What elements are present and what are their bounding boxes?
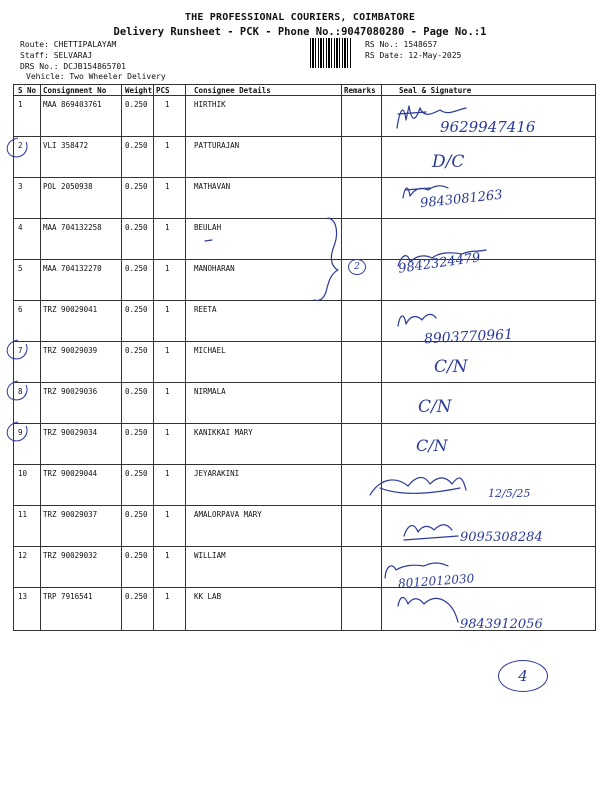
cell-consignee: MANOHARAN <box>194 264 235 273</box>
cell-consignment: MAA 704132258 <box>43 223 102 232</box>
cell-pcs: 1 <box>165 264 170 273</box>
cell-consignee: AMALORPAVA MARY <box>194 510 262 519</box>
phone-row-1: 9629947416 <box>440 118 536 136</box>
cell-pcs: 1 <box>165 428 170 437</box>
cell-consignee: REETA <box>194 305 217 314</box>
cell-pcs: 1 <box>165 510 170 519</box>
route-label: Route: CHETTIPALAYAM <box>20 40 117 49</box>
signature-row-11 <box>404 525 458 540</box>
cell-consignment: TRZ 90029039 <box>43 346 98 355</box>
signature-row-1 <box>397 106 466 128</box>
note-row-8: C/N <box>418 397 452 417</box>
phone-row-11: 9095308284 <box>460 530 543 545</box>
column-header: PCS <box>156 86 170 95</box>
cell-consignment: TRZ 90029032 <box>43 551 98 560</box>
cell-weight: 0.250 <box>125 428 148 437</box>
cell-consignment: TRZ 90029037 <box>43 510 98 519</box>
signature-row-13 <box>398 597 458 622</box>
column-header: Remarks <box>344 86 376 95</box>
cell-sno: 2 <box>18 141 23 150</box>
rs-number: RS No.: 1548657 <box>365 40 438 49</box>
cell-consignment: TRZ 90029036 <box>43 387 98 396</box>
remarks-tick-row-4 <box>205 240 212 241</box>
cell-weight: 0.250 <box>125 469 148 478</box>
cell-consignee: BEULAH <box>194 223 222 232</box>
cell-weight: 0.250 <box>125 141 148 150</box>
cell-pcs: 1 <box>165 551 170 560</box>
cell-consignee: PATTURAJAN <box>194 141 240 150</box>
cell-pcs: 1 <box>165 305 170 314</box>
cell-sno: 7 <box>18 346 23 355</box>
cell-sno: 13 <box>18 592 28 601</box>
phone-row-3: 9843081263 <box>419 187 504 212</box>
cell-pcs: 1 <box>165 592 170 601</box>
column-header: Weight <box>125 86 153 95</box>
cell-consignee: JEYARAKINI <box>194 469 240 478</box>
cell-sno: 3 <box>18 182 23 191</box>
row-circle-8 <box>7 381 27 400</box>
cell-pcs: 1 <box>165 141 170 150</box>
row-circle-9 <box>7 422 27 441</box>
cell-sno: 6 <box>18 305 23 314</box>
cell-consignment: MAA 869403761 <box>43 100 102 109</box>
remarks-circle: 2 <box>348 259 366 275</box>
cell-sno: 10 <box>18 469 28 478</box>
cell-sno: 1 <box>18 100 23 109</box>
cell-consignee: MATHAVAN <box>194 182 231 191</box>
runsheet-title: Delivery Runsheet - PCK - Phone No.:9047080280 - Page No.:1 <box>113 26 487 38</box>
cell-consignee: KANIKKAI MARY <box>194 428 253 437</box>
cell-weight: 0.250 <box>125 387 148 396</box>
row-circle-2 <box>7 138 27 157</box>
cell-sno: 12 <box>18 551 28 560</box>
phone-row-12: 8012012030 <box>397 571 475 591</box>
phone-row-6: 8903770961 <box>423 326 514 348</box>
cell-pcs: 1 <box>165 182 170 191</box>
signature-row-5 <box>398 250 486 266</box>
cell-pcs: 1 <box>165 223 170 232</box>
column-header: Consignee Details <box>194 86 271 95</box>
cell-weight: 0.250 <box>125 223 148 232</box>
cell-sno: 5 <box>18 264 23 273</box>
cell-sno: 4 <box>18 223 23 232</box>
remarks-bracket <box>314 218 338 301</box>
cell-pcs: 1 <box>165 346 170 355</box>
cell-weight: 0.250 <box>125 346 148 355</box>
cell-consignee: MICHAEL <box>194 346 226 355</box>
cell-pcs: 1 <box>165 100 170 109</box>
cell-weight: 0.250 <box>125 551 148 560</box>
cell-weight: 0.250 <box>125 510 148 519</box>
cell-consignee: HIRTHIK <box>194 100 226 109</box>
column-header: Consignment No <box>43 86 107 95</box>
cell-consignment: POL 2050938 <box>43 182 93 191</box>
cell-consignment: TRP 7916541 <box>43 592 93 601</box>
cell-weight: 0.250 <box>125 100 148 109</box>
column-header: Seal & Signature <box>399 86 472 95</box>
signature-row-12 <box>385 563 448 578</box>
rs-date: RS Date: 12-May-2025 <box>365 51 462 60</box>
phone-row-5: 9842324479 <box>397 250 482 277</box>
drs-label: DRS No.: DCJB154865701 <box>20 62 126 71</box>
cell-sno: 9 <box>18 428 23 437</box>
date-row-10: 12/5/25 <box>488 487 531 500</box>
note-row-2: D/C <box>432 152 465 172</box>
cell-sno: 8 <box>18 387 23 396</box>
column-header: S No <box>18 86 37 95</box>
cell-weight: 0.250 <box>125 592 148 601</box>
cell-weight: 0.250 <box>125 305 148 314</box>
cell-consignee: KK LAB <box>194 592 222 601</box>
cell-consignment: VLI 358472 <box>43 141 89 150</box>
cell-consignment: TRZ 90029041 <box>43 305 98 314</box>
cell-consignee: NIRMALA <box>194 387 226 396</box>
cell-weight: 0.250 <box>125 182 148 191</box>
company-name: THE PROFESSIONAL COURIERS, COIMBATORE <box>184 12 416 23</box>
row-circle-7 <box>7 340 27 359</box>
cell-consignee: WILLIAM <box>194 551 226 560</box>
cell-consignment: TRZ 90029034 <box>43 428 98 437</box>
note-row-7: C/N <box>434 357 468 377</box>
signature-row-6 <box>398 314 436 326</box>
cell-sno: 11 <box>18 510 28 519</box>
vehicle-label: Vehicle: Two Wheeler Delivery <box>26 72 166 81</box>
signature-row-10 <box>370 477 466 495</box>
signature-row-3 <box>403 186 448 198</box>
note-row-9: C/N <box>416 436 448 455</box>
cell-consignment: TRZ 90029044 <box>43 469 98 478</box>
cell-consignment: MAA 704132270 <box>43 264 102 273</box>
cell-pcs: 1 <box>165 387 170 396</box>
cell-weight: 0.250 <box>125 264 148 273</box>
phone-row-13: 9843912056 <box>460 617 543 632</box>
staff-label: Staff: SELVARAJ <box>20 51 93 60</box>
page-count-circle: 4 <box>498 660 548 692</box>
cell-pcs: 1 <box>165 469 170 478</box>
